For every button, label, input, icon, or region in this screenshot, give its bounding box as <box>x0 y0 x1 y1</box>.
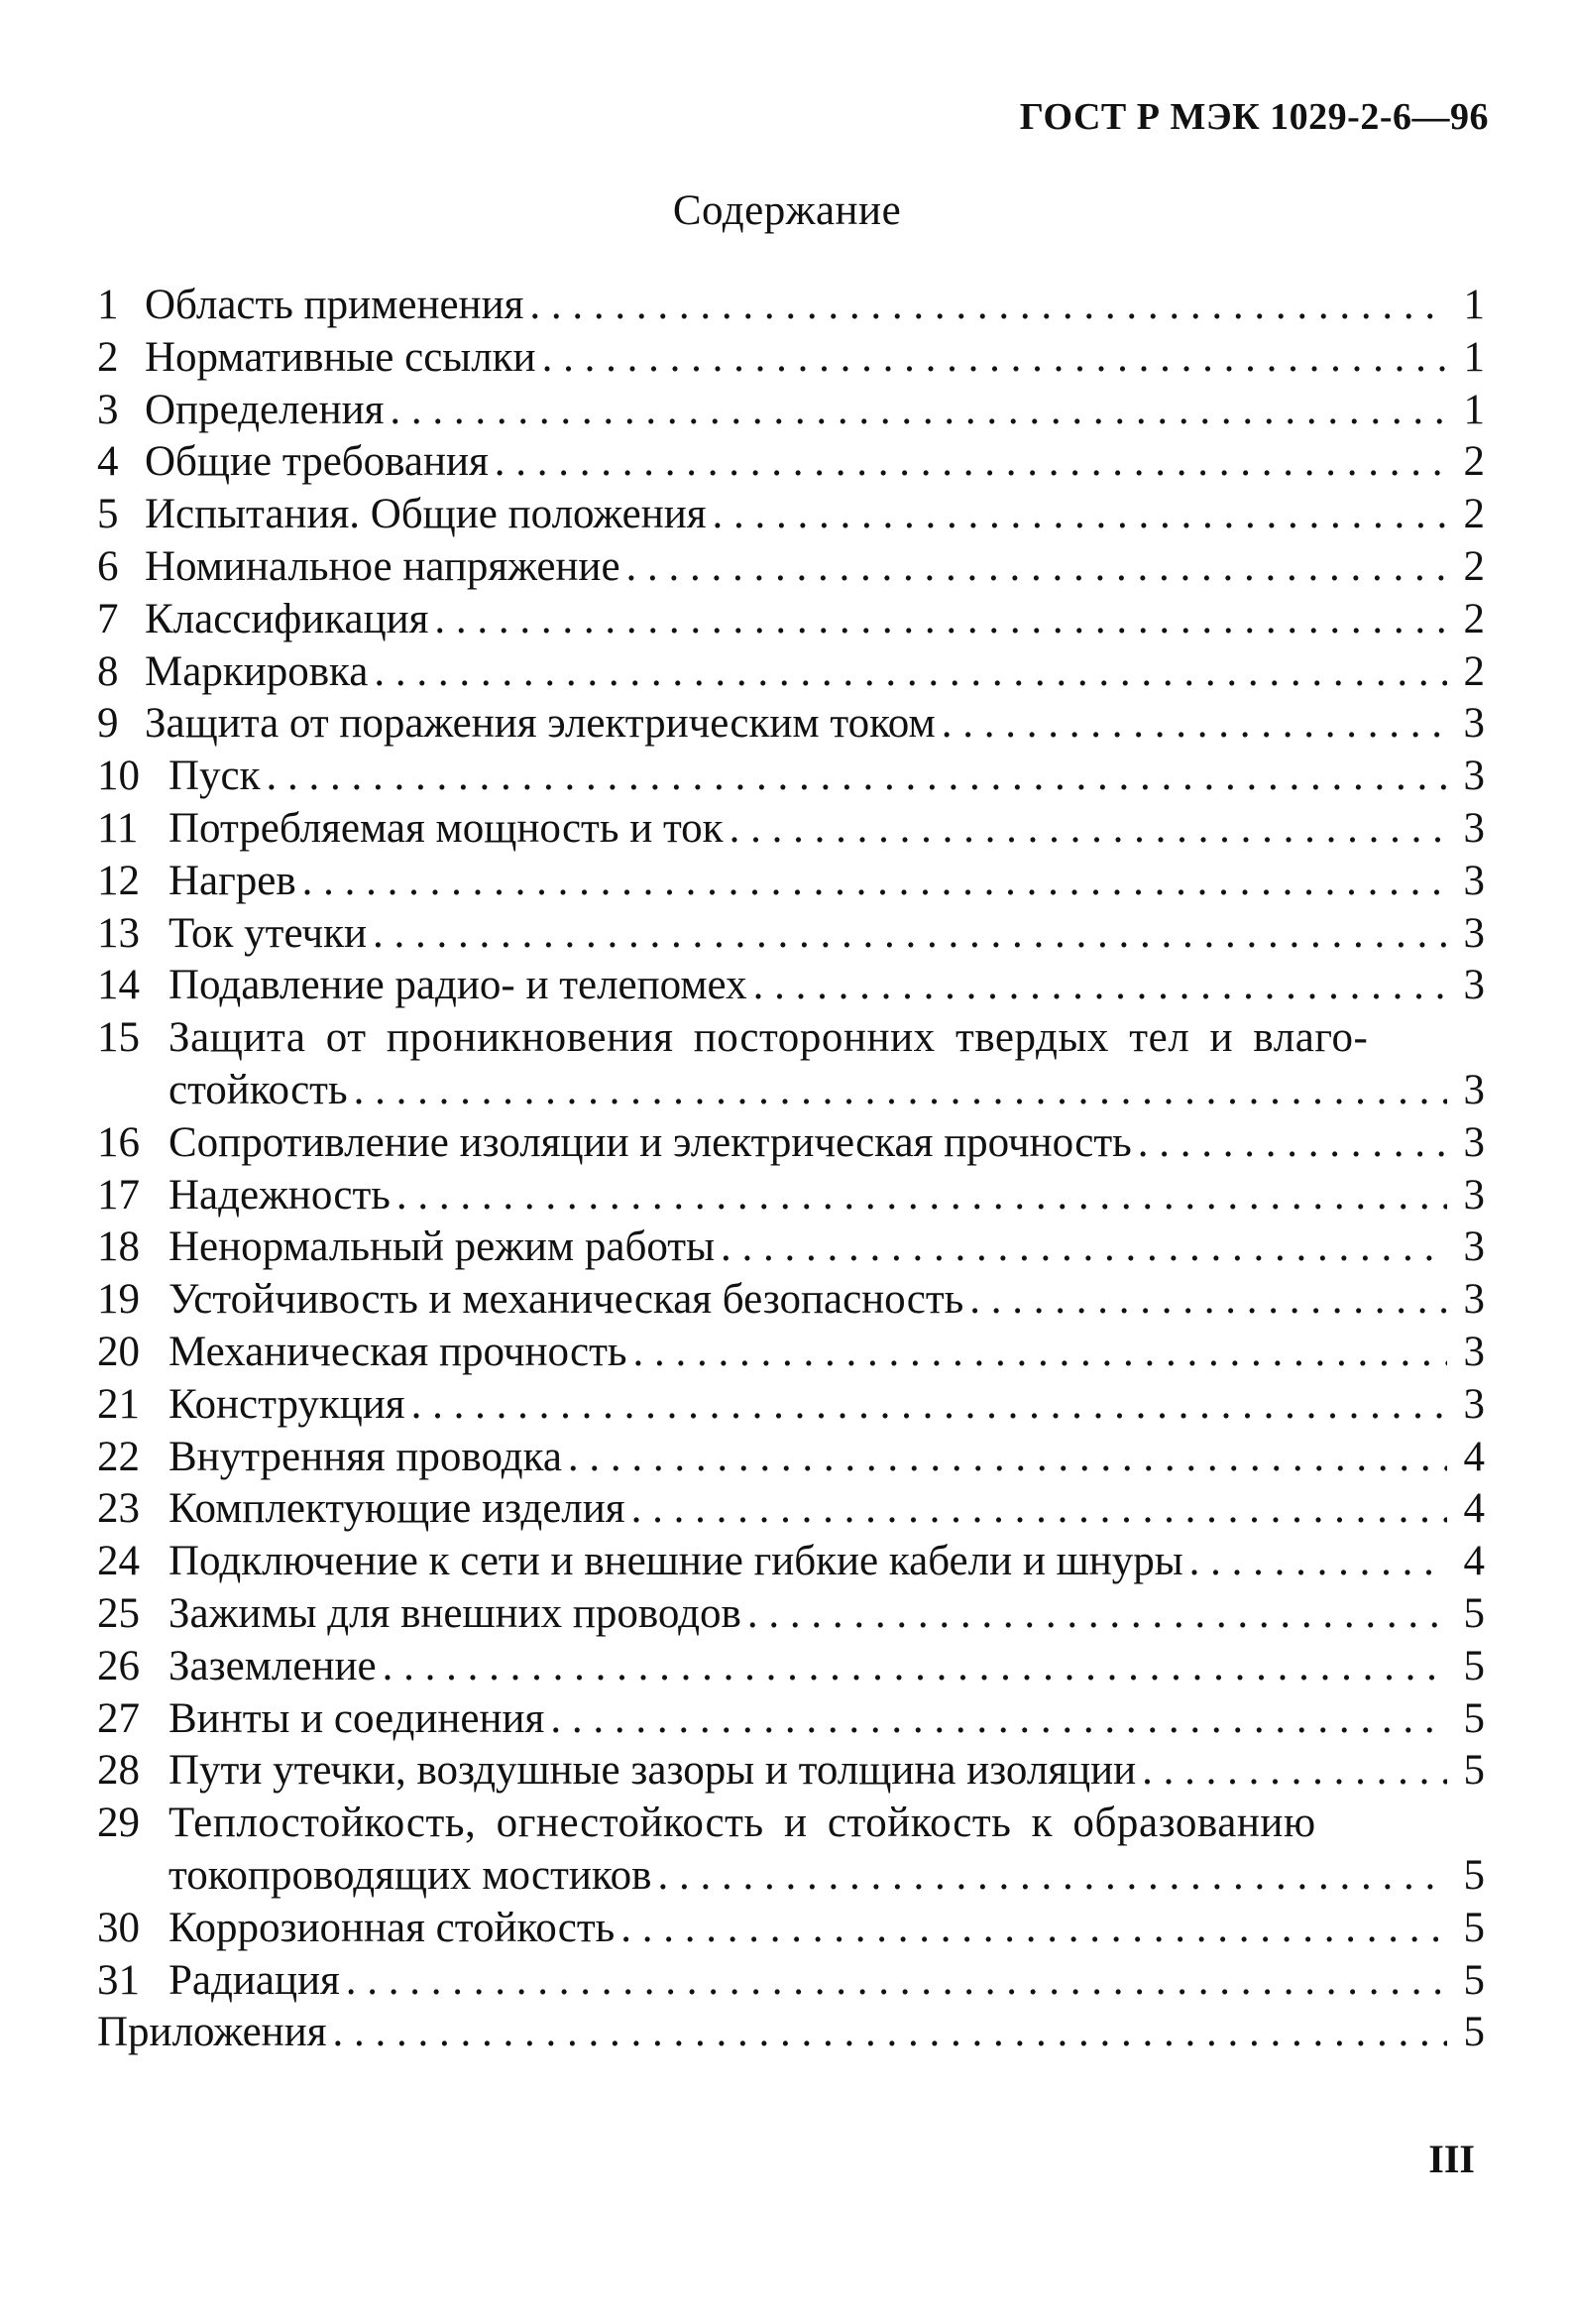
toc-entry-page: 1 <box>1463 386 1485 433</box>
toc-entry <box>97 1798 1485 1903</box>
toc-entry <box>97 1327 1485 1379</box>
toc-entry-number: 30 <box>97 1904 140 1951</box>
toc-entry-number: 22 <box>97 1433 140 1480</box>
toc-entry <box>97 1745 1485 1798</box>
toc-entry-title-continued: токопроводящих мостиков <box>169 1851 652 1899</box>
dot-leader <box>390 385 1447 437</box>
toc-entry-page: 3 <box>1463 962 1485 1009</box>
toc-entry-number: 1 <box>97 282 119 328</box>
toc-entry-number: 3 <box>97 386 119 433</box>
toc-entry-number: 23 <box>97 1485 140 1533</box>
toc-entry <box>97 385 1485 437</box>
toc-entry-page: 2 <box>1463 491 1485 538</box>
dot-leader <box>620 1903 1447 1955</box>
toc-title: Содержание <box>672 187 902 234</box>
toc-entry-title: Устойчивость и механическая безопасность <box>169 1276 964 1324</box>
toc-entry <box>97 280 1485 332</box>
toc-entry <box>97 751 1485 803</box>
toc-entry-page: 4 <box>1463 1433 1485 1480</box>
toc-entry <box>97 1641 1485 1693</box>
toc-entry-page: 3 <box>1463 804 1485 852</box>
toc-entry-page: 1 <box>1463 333 1485 381</box>
toc-entry <box>97 489 1485 541</box>
toc-entry-title: Коррозионная стойкость <box>169 1904 616 1951</box>
toc-entry-page: 3 <box>1463 700 1485 748</box>
toc-entry <box>97 803 1485 856</box>
toc-entry <box>97 1379 1485 1432</box>
toc-entry-number: 28 <box>97 1747 140 1795</box>
table-of-contents <box>97 280 1485 2059</box>
dot-leader <box>373 908 1447 961</box>
toc-entry-number: 13 <box>97 909 140 957</box>
toc-entry <box>97 646 1485 699</box>
toc-entry-title: Нормативные ссылки <box>145 333 536 381</box>
toc-entry-number: 12 <box>97 857 140 904</box>
toc-entry <box>97 960 1485 1012</box>
toc-entry-title: Заземление <box>169 1642 377 1689</box>
dot-leader <box>747 1588 1447 1641</box>
toc-entry-title: Потребляемая мощность и ток <box>169 804 724 852</box>
toc-entry-number: 11 <box>97 804 139 852</box>
toc-entry-page: 4 <box>1463 1538 1485 1585</box>
toc-entry-number: 17 <box>97 1171 140 1219</box>
dot-leader <box>753 960 1447 1012</box>
dot-leader <box>267 751 1447 803</box>
toc-entry-title: Ненормальный режим работы <box>169 1223 715 1271</box>
toc-entry-number: 8 <box>97 647 119 695</box>
toc-entry-title: Испытания. Общие положения <box>145 491 707 538</box>
toc-entry <box>97 908 1485 961</box>
toc-entry-number: 20 <box>97 1328 140 1375</box>
toc-entry-title: Надежность <box>169 1171 391 1219</box>
toc-entry <box>97 436 1485 489</box>
toc-entry-page: 5 <box>1463 1642 1485 1689</box>
document-code: ГОСТ Р МЭК 1029-2-6—96 <box>1019 96 1489 138</box>
toc-entry <box>97 1170 1485 1222</box>
toc-entry-number: 2 <box>97 333 119 381</box>
dot-leader <box>529 280 1447 332</box>
dot-leader <box>411 1379 1447 1432</box>
toc-entry-title: Зажимы для внешних проводов <box>169 1589 741 1637</box>
toc-entry-title: Сопротивление изоляции и электрическая прочность <box>169 1118 1132 1166</box>
toc-entry <box>97 1432 1485 1484</box>
toc-entry-title-continued: стойкость <box>169 1066 348 1113</box>
toc-entry-number: 5 <box>97 491 119 538</box>
toc-entry-page: 3 <box>1463 1118 1485 1166</box>
toc-entry-title: Конструкция <box>169 1380 405 1428</box>
toc-entry <box>97 1955 1485 2008</box>
dot-leader <box>374 646 1447 699</box>
dot-leader <box>633 1327 1447 1379</box>
toc-entry-title: Пути утечки, воздушные зазоры и толщина изоляции <box>169 1747 1137 1795</box>
toc-entry-title: Комплектующие изделия <box>169 1485 625 1533</box>
toc-entry-page: 3 <box>1463 1328 1485 1375</box>
toc-entry-number: 27 <box>97 1694 140 1742</box>
toc-entry-title: Внутренняя проводка <box>169 1433 562 1480</box>
toc-entry-number: 26 <box>97 1642 140 1689</box>
dot-leader <box>383 1641 1447 1693</box>
toc-entry-page: 2 <box>1463 595 1485 642</box>
page-number: III <box>1428 2137 1475 2181</box>
toc-entry-title: Винты и соединения <box>169 1694 545 1742</box>
dot-leader <box>495 436 1447 489</box>
dot-leader <box>354 1065 1447 1117</box>
toc-entry-title: Маркировка <box>145 647 369 695</box>
toc-entry-number: 9 <box>97 700 119 748</box>
dot-leader <box>434 594 1447 646</box>
toc-entry-page: 4 <box>1463 1485 1485 1533</box>
toc-entry-number: 4 <box>97 438 119 486</box>
dot-leader <box>302 856 1447 908</box>
dot-leader <box>626 541 1447 594</box>
toc-entry-page: 5 <box>1463 1589 1485 1637</box>
toc-entry-number: 18 <box>97 1223 140 1271</box>
toc-entry-page: 3 <box>1463 1380 1485 1428</box>
dot-leader <box>550 1693 1447 1746</box>
toc-entry-title: Классификация <box>145 595 429 642</box>
toc-entry <box>97 1483 1485 1536</box>
dot-leader <box>542 332 1447 385</box>
toc-entry-appendix <box>97 2007 1485 2059</box>
toc-entry-page: 5 <box>1463 1694 1485 1742</box>
toc-entry-page: 3 <box>1463 1171 1485 1219</box>
toc-entry-page: 3 <box>1463 753 1485 800</box>
toc-entry <box>97 594 1485 646</box>
toc-entry-page: 5 <box>1463 1904 1485 1951</box>
toc-entry <box>97 1012 1485 1117</box>
toc-entry-page: 5 <box>1463 1851 1485 1899</box>
toc-entry-page: 5 <box>1463 1747 1485 1795</box>
toc-entry-page: 2 <box>1463 647 1485 695</box>
toc-entry-title: Номинальное напряжение <box>145 542 620 590</box>
toc-entry <box>97 1274 1485 1327</box>
toc-entry-title: Защита от проникновения посторонних твердых тел и влаго- <box>169 1014 1369 1062</box>
dot-leader <box>631 1483 1447 1536</box>
dot-leader <box>1142 1745 1447 1798</box>
toc-entry <box>97 332 1485 385</box>
toc-entry-page: 3 <box>1463 1223 1485 1271</box>
toc-entry <box>97 698 1485 751</box>
toc-entry-number: 21 <box>97 1380 140 1428</box>
toc-entry-number: 16 <box>97 1118 140 1166</box>
toc-entry-title: Радиация <box>169 1956 340 2004</box>
toc-entry-title: Подключение к сети и внешние гибкие кабели и шнуры <box>169 1538 1183 1585</box>
toc-entry-page: 2 <box>1463 438 1485 486</box>
toc-entry <box>97 856 1485 908</box>
dot-leader <box>396 1170 1447 1222</box>
dot-leader <box>332 2007 1447 2059</box>
dot-leader <box>1189 1536 1447 1588</box>
toc-entry-number: 29 <box>97 1800 140 1847</box>
dot-leader <box>721 1221 1447 1274</box>
toc-entry-page: 3 <box>1463 857 1485 904</box>
toc-entry <box>97 1903 1485 1955</box>
toc-entry <box>97 1221 1485 1274</box>
toc-entry-title: Область применения <box>145 282 524 328</box>
dot-leader <box>1138 1117 1447 1170</box>
toc-entry-number: 6 <box>97 542 119 590</box>
dot-leader <box>657 1850 1447 1903</box>
toc-entry-page: 5 <box>1463 1956 1485 2004</box>
toc-entry-page: 1 <box>1463 282 1485 328</box>
toc-entry-number: 14 <box>97 962 140 1009</box>
toc-entry-title: Механическая прочность <box>169 1328 627 1375</box>
toc-entry <box>97 1693 1485 1746</box>
toc-entry-number: 24 <box>97 1538 140 1585</box>
dot-leader <box>713 489 1448 541</box>
toc-entry-number: 25 <box>97 1589 140 1637</box>
toc-entry-number: 15 <box>97 1014 140 1062</box>
toc-entry-title: Приложения <box>97 2009 327 2056</box>
dot-leader <box>346 1955 1447 2008</box>
toc-entry-number: 19 <box>97 1276 140 1324</box>
toc-entry-title: Определения <box>145 386 385 433</box>
toc-entry <box>97 1117 1485 1170</box>
toc-entry-page: 2 <box>1463 542 1485 590</box>
toc-entry <box>97 1588 1485 1641</box>
toc-entry-title: Нагрев <box>169 857 296 904</box>
toc-entry-title: Пуск <box>169 753 261 800</box>
dot-leader <box>942 698 1447 751</box>
toc-entry-page: 3 <box>1463 1066 1485 1113</box>
toc-entry-number: 31 <box>97 1956 140 2004</box>
toc-entry-number: 7 <box>97 595 119 642</box>
toc-entry-page: 3 <box>1463 909 1485 957</box>
toc-entry <box>97 1536 1485 1588</box>
toc-entry-number: 10 <box>97 753 140 800</box>
toc-entry-page: 3 <box>1463 1276 1485 1324</box>
toc-entry-page: 5 <box>1463 2009 1485 2056</box>
toc-entry-title: Теплостойкость, огнестойкость и стойкость к образованию <box>169 1800 1316 1847</box>
dot-leader <box>730 803 1447 856</box>
toc-entry-title: Общие требования <box>145 438 489 486</box>
toc-entry <box>97 541 1485 594</box>
toc-entry-title: Защита от поражения электрическим током <box>145 700 936 748</box>
dot-leader <box>969 1274 1447 1327</box>
toc-entry-title: Подавление радио- и телепомех <box>169 962 747 1009</box>
toc-entry-title: Ток утечки <box>169 909 368 957</box>
dot-leader <box>568 1432 1447 1484</box>
